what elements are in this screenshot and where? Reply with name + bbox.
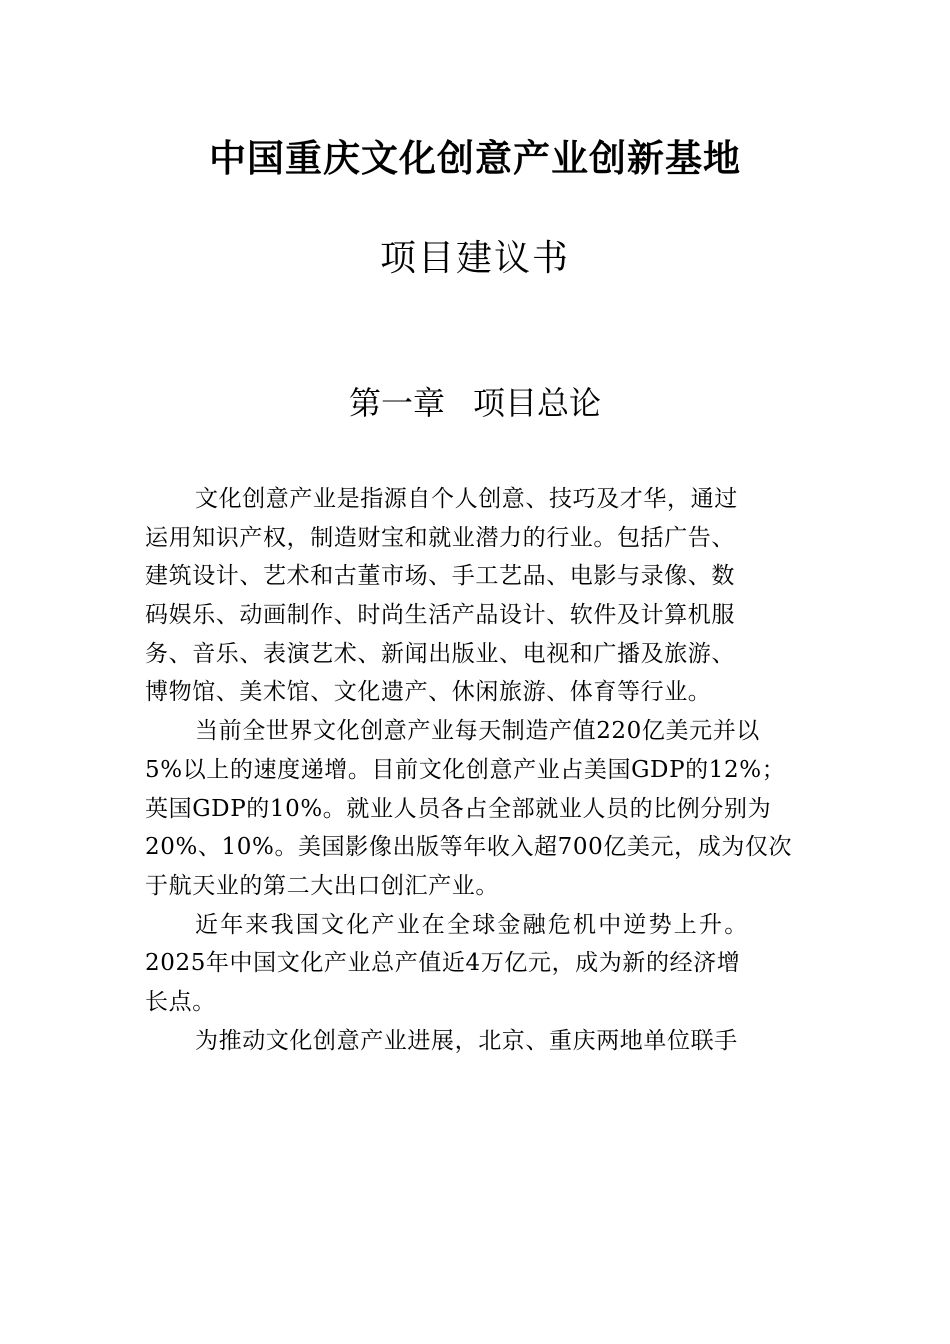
text-line: 博物馆、美术馆、文化遗产、休闲旅游、体育等行业。: [145, 679, 712, 706]
chapter-name: 项目总论: [473, 384, 602, 422]
text-line: 英国GDP的10%。就业人员各占全部就业人员的比例分别为: [145, 795, 772, 822]
text-line: 近年来我国文化产业在全球金融危机中逆势上升。: [195, 911, 750, 938]
paragraph-1: [145, 480, 810, 712]
text-line: 码娱乐、动画制作、时尚生活产品设计、软件及计算机服: [145, 602, 735, 629]
text-line: 务、音乐、表演艺术、新闻出版业、电视和广播及旅游、: [145, 640, 735, 667]
paragraph-2: [145, 712, 810, 905]
text-line: 于航天业的第二大出口创汇产业。: [145, 872, 499, 899]
text-line: 建筑设计、艺术和古董市场、手工艺品、电影与录像、数: [145, 563, 735, 590]
paragraph-3: [145, 906, 810, 1022]
document-title: 中国重庆文化创意产业创新基地: [209, 137, 741, 180]
text-line: 为推动文化创意产业进展，北京、重庆两地单位联手: [195, 1027, 738, 1054]
text-line: 当前全世界文化创意产业每天制造产值220亿美元并以: [195, 718, 760, 745]
chapter-number: 第一章: [348, 384, 445, 422]
text-line: 20%、10%。美国影像出版等年收入超700亿美元，成为仅次: [145, 834, 793, 861]
document-subtitle: 项目建议书: [379, 238, 570, 279]
paragraph-4: [145, 1022, 810, 1061]
text-line: 5%以上的速度递增。目前文化创意产业占美国GDP的12%；: [145, 756, 786, 783]
text-line: 2025年中国文化产业总产值近4万亿元，成为新的经济增: [145, 950, 741, 977]
text-line: 文化创意产业是指源自个人创意、技巧及才华，通过: [195, 486, 738, 512]
chapter-heading: [0, 378, 950, 424]
text-line: 长点。: [145, 988, 216, 1015]
body-text: [145, 480, 810, 1060]
text-line: 运用知识产权，制造财宝和就业潜力的行业。包括广告、: [145, 524, 735, 551]
